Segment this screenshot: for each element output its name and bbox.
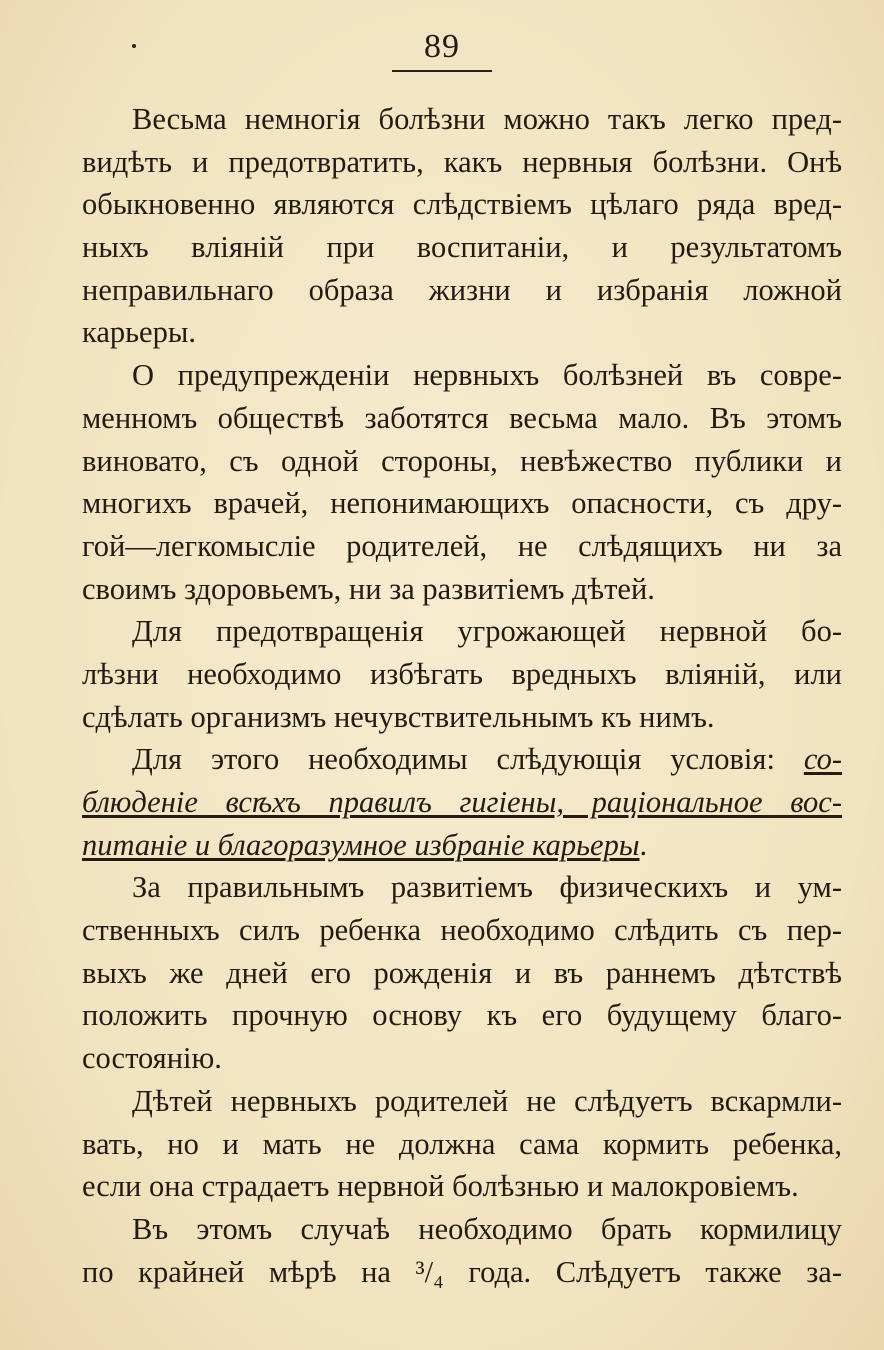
line-text: многихъ врачей, непонимающихъ опасности, съ дру-: [82, 486, 842, 521]
text-line: [82, 1165, 842, 1208]
emphasis-text: со-: [803, 742, 842, 777]
line-text: состоянію.: [82, 1041, 222, 1076]
header-rule: [392, 70, 492, 72]
line-text: гой—легкомысліе родителей, не слѣдящихъ ни за: [82, 528, 842, 563]
line-text: Дѣтей нервныхъ родителей не слѣдуетъ вскармли-: [132, 1083, 842, 1118]
line-text: виновато, съ одной стороны, невѣжество публики и: [82, 443, 842, 478]
text-line: [82, 696, 842, 739]
text-line: [82, 440, 842, 483]
text-line: [82, 994, 842, 1037]
line-text: лѣзни необходимо избѣгать вредныхъ вліяній, или: [82, 656, 842, 691]
text-line: [82, 1123, 842, 1166]
text-line: [82, 1251, 842, 1294]
line-text: карьеры.: [82, 315, 196, 350]
text-line: [82, 397, 842, 440]
line-text-tail: .: [639, 827, 648, 862]
text-line: [82, 1037, 842, 1080]
text-line: [82, 568, 842, 611]
line-text: по крайней мѣрѣ на ³/₄ года. Слѣдуетъ также за-: [82, 1254, 842, 1289]
line-text: неправильнаго образа жизни и избранія ложной: [82, 272, 842, 307]
emphasis-text: питаніе и благоразумное избраніе карьеры: [82, 827, 640, 862]
line-text: своимъ здоровьемъ, ни за развитіемъ дѣтей.: [82, 571, 655, 606]
line-text: обыкновенно являются слѣдствіемъ цѣлаго ряда вред-: [82, 187, 842, 222]
page-number: 89: [424, 28, 460, 65]
line-text: ныхъ вліяній при воспитаніи, и результатомъ: [82, 230, 842, 265]
line-text: За правильнымъ развитіемъ физическихъ и ум-: [132, 870, 842, 905]
line-text: выхъ же дней его рожденія и въ раннемъ дѣтствѣ: [82, 955, 842, 990]
line-text: Весьма немногія болѣзни можно такъ легко пред-: [132, 102, 842, 136]
body-text: [82, 98, 842, 1293]
emphasis-text: блюденіе всѣхъ правилъ гигіены, раціональное вос-: [82, 785, 842, 819]
text-line: [82, 610, 842, 653]
text-line: [82, 952, 842, 995]
text-line: [82, 141, 842, 184]
text-line: [82, 269, 842, 312]
text-line: [82, 866, 842, 909]
line-text: вать, но и мать не должна сама кормить ребенка,: [82, 1126, 842, 1161]
text-line: [82, 226, 842, 269]
line-text: Для предотвращенія угрожающей нервной бо-: [132, 614, 842, 649]
text-line: [82, 1080, 842, 1123]
text-line: [82, 738, 842, 781]
text-line: [82, 482, 842, 525]
text-line: [82, 183, 842, 226]
line-text: положить прочную основу къ его будущему благо-: [82, 998, 842, 1033]
line-text: видѣть и предотвратить, какъ нервныя болѣзни. Онѣ: [82, 144, 842, 179]
text-line: [82, 98, 842, 141]
text-line: [82, 525, 842, 568]
line-text: менномъ обществѣ заботятся весьма мало. Въ этомъ: [82, 400, 842, 435]
text-line: [82, 354, 842, 397]
text-line: [82, 824, 842, 867]
text-line: [82, 909, 842, 952]
line-text: если она страдаетъ нервной болѣзнью и малокровіемъ.: [82, 1169, 799, 1204]
line-text: Для этого необходимы слѣдующія условія:: [132, 742, 804, 777]
text-line: [82, 311, 842, 354]
text-line: [82, 653, 842, 696]
line-text: сдѣлать организмъ нечувствительнымъ къ нимъ.: [82, 699, 715, 734]
text-line: [82, 1208, 842, 1251]
text-line: [82, 781, 842, 824]
line-text: О предупрежденіи нервныхъ болѣзней въ совре-: [132, 358, 842, 393]
line-text: Въ этомъ случаѣ необходимо брать кормилицу: [132, 1211, 842, 1246]
line-text: ственныхъ силъ ребенка необходимо слѣдить съ пер-: [82, 913, 842, 948]
